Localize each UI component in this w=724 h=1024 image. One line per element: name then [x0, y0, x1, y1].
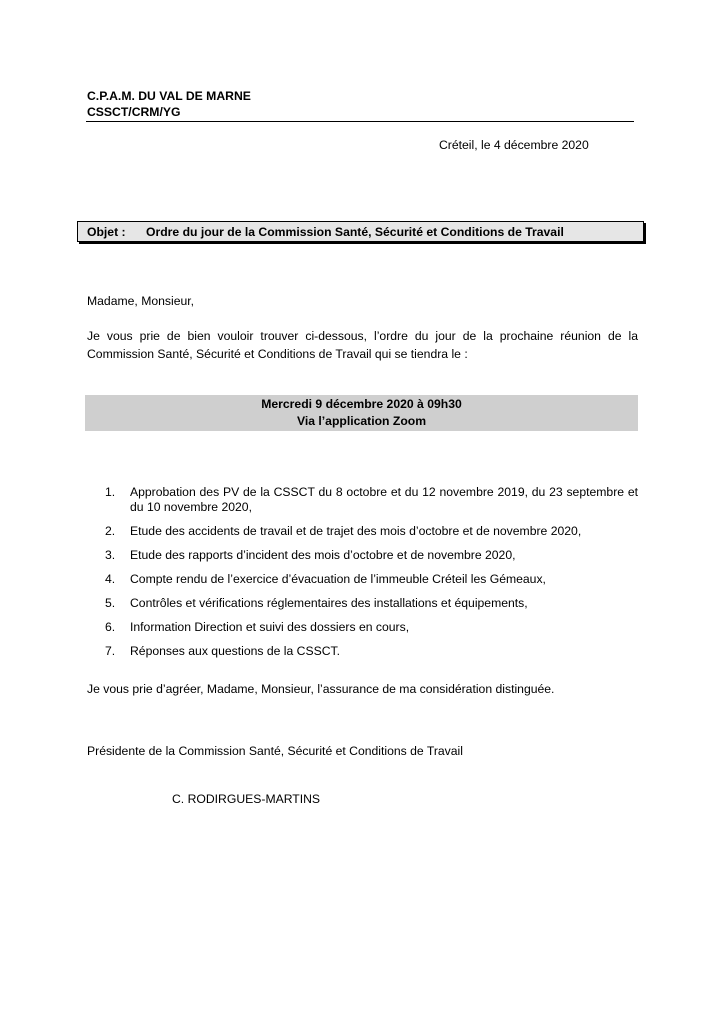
- agenda-item: 3. Etude des rapports d’incident des mois d’octobre et de novembre 2020,: [105, 548, 516, 562]
- agenda-list: [87, 485, 638, 668]
- salutation: Madame, Monsieur,: [87, 294, 195, 308]
- signatory-name: C. RODIRGUES-MARTINS: [172, 792, 321, 806]
- agenda-item: 2. Etude des accidents de travail et de trajet des mois d’octobre et de novembre 2020,: [105, 524, 582, 538]
- closing-formula: Je vous prie d’agréer, Madame, Monsieur, l’assurance de ma considération distinguée.: [87, 682, 555, 696]
- signatory-title: Présidente de la Commission Santé, Sécurité et Conditions de Travail: [87, 744, 463, 758]
- agenda-item: 1. Approbation des PV de la CSSCT du 8 octobre et du 12 novembre 2019, du 23 septembre et du 10 novembre 2020,: [105, 485, 638, 514]
- meeting-venue: Via l’application Zoom: [296, 414, 427, 428]
- organization-name: C.P.A.M. DU VAL DE MARNE: [87, 89, 251, 103]
- meeting-date: Mercredi 9 décembre 2020 à 09h30: [261, 397, 462, 411]
- intro-paragraph: Je vous prie de bien vouloir trouver ci-dessous, l’ordre du jour de la prochaine réunion de la Commission Santé, Sécurité et Conditions de Travail qui se tiendra le :: [87, 329, 638, 361]
- header-rule: [86, 121, 634, 122]
- subject-box: [77, 221, 644, 242]
- reference-code: CSSCT/CRM/YG: [87, 105, 181, 119]
- agenda-item: 5. Contrôles et vérifications réglementaires des installations et équipements,: [105, 596, 528, 610]
- agenda-item: 6. Information Direction et suivi des dossiers en cours,: [105, 620, 410, 634]
- agenda-item: 7. Réponses aux questions de la CSSCT.: [105, 644, 341, 658]
- meeting-box: [85, 395, 638, 431]
- subject-text: Ordre du jour de la Commission Santé, Sécurité et Conditions de Travail: [146, 225, 564, 239]
- subject-label: Objet :: [87, 225, 126, 239]
- agenda-item: 4. Compte rendu de l’exercice d’évacuation de l’immeuble Créteil les Gémeaux,: [105, 572, 546, 586]
- date-line: Créteil, le 4 décembre 2020: [439, 138, 589, 152]
